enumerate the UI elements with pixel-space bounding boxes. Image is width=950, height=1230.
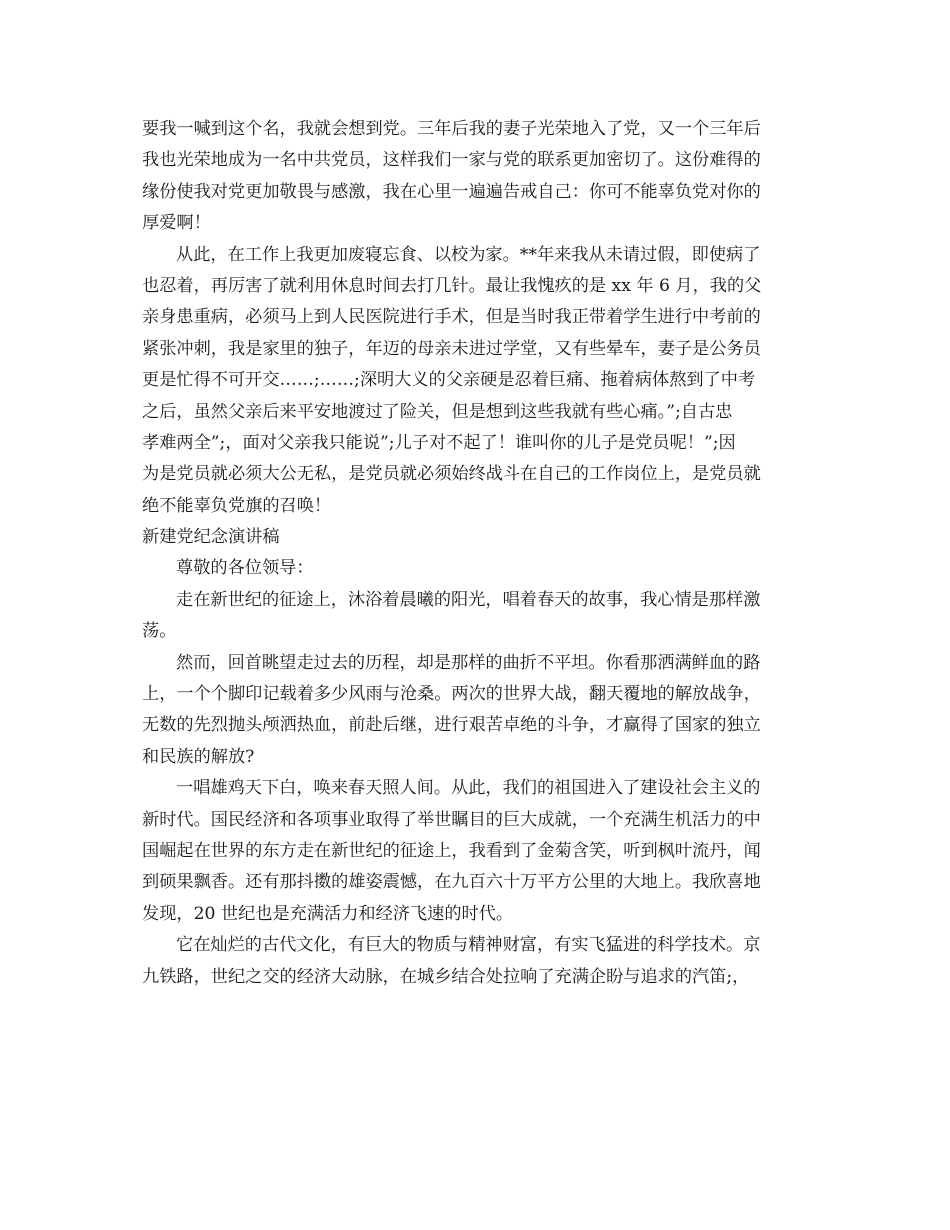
text-line: 九铁路，世纪之交的经济大动脉，在城乡结合处拉响了充满企盼与追求的汽笛;， [142,966,750,987]
text-line: 也忍着，再厉害了就利用休息时间去打几针。最让我愧疚的是 xx 年 6 月，我的父 [142,275,762,296]
text-line: 荡。 [142,621,177,642]
text-line: 国崛起在世界的东方走在新世纪的征途上，我看到了金菊含笑，听到枫叶流丹，闻 [142,840,761,861]
text-line: 然而，回首眺望走过去的历程，却是那样的曲折不平坦。你看那洒满鲜血的路 [176,652,761,673]
text-line: 新时代。国民经济和各项事业取得了举世瞩目的巨大成就，一个充满生机活力的中 [142,809,761,830]
text-line: 无数的先烈抛头颅洒热血，前赴后继，进行艰苦卓绝的斗争，才赢得了国家的独立 [142,715,761,736]
text-line: 发现，20 世纪也是充满活力和经济飞速的时代。 [142,903,514,924]
text-line: 新建党纪念演讲稿 [142,527,280,548]
text-line: 孝难两全”;，面对父亲我只能说”;儿子对不起了！谁叫你的儿子是党员呢！”;因 [142,432,736,453]
text-line: 它在灿烂的古代文化，有巨大的物质与精神财富，有实飞猛进的科学技术。京 [176,935,761,956]
text-line: 我也光荣地成为一名中共党员，这样我们一家与党的联系更加密切了。这份难得的 [142,150,761,171]
text-line: 从此，在工作上我更加废寝忘食、以校为家。**年来我从未请过假，即使病了 [176,244,761,265]
text-line: 紧张冲刺，我是家里的独子，年迈的母亲未进过学堂，又有些晕车，妻子是公务员 [142,338,761,359]
text-line: 绝不能辜负党旗的召唤！ [142,495,332,516]
text-line: 一唱雄鸡天下白，唤来春天照人间。从此，我们的祖国进入了建设社会主义的 [176,778,761,799]
document-body [142,114,810,993]
text-line: 走在新世纪的征途上，沐浴着晨曦的阳光，唱着春天的故事，我心情是那样激 [176,589,761,610]
text-line: 更是忙得不可开交……;……;深明大义的父亲硬是忍着巨痛、拖着病体熬到了中考 [142,370,756,391]
text-line: 和民族的解放? [142,746,255,767]
text-line: 尊敬的各位领导： [176,558,314,579]
text-line: 上，一个个脚印记载着多少风雨与沧桑。两次的世界大战，翻天覆地的解放战争， [142,684,761,705]
text-line: 厚爱啊！ [142,213,211,234]
text-line: 为是党员就必须大公无私，是党员就必须始终战斗在自己的工作岗位上，是党员就 [142,464,761,485]
text-line: 亲身患重病，必须马上到人民医院进行手术，但是当时我正带着学生进行中考前的 [142,307,761,328]
text-line: 缘份使我对党更加敬畏与感激，我在心里一遍遍告戒自己：你可不能辜负党对你的 [142,181,761,202]
text-line: 到硕果飘香。还有那抖擞的雄姿震憾，在九百六十万平方公里的大地上。我欣喜地 [142,872,761,893]
text-line: 之后，虽然父亲后来平安地渡过了险关，但是想到这些我就有些心痛。”;自古忠 [142,401,733,422]
text-line: 要我一喊到这个名，我就会想到党。三年后我的妻子光荣地入了党，又一个三年后 [142,119,761,139]
